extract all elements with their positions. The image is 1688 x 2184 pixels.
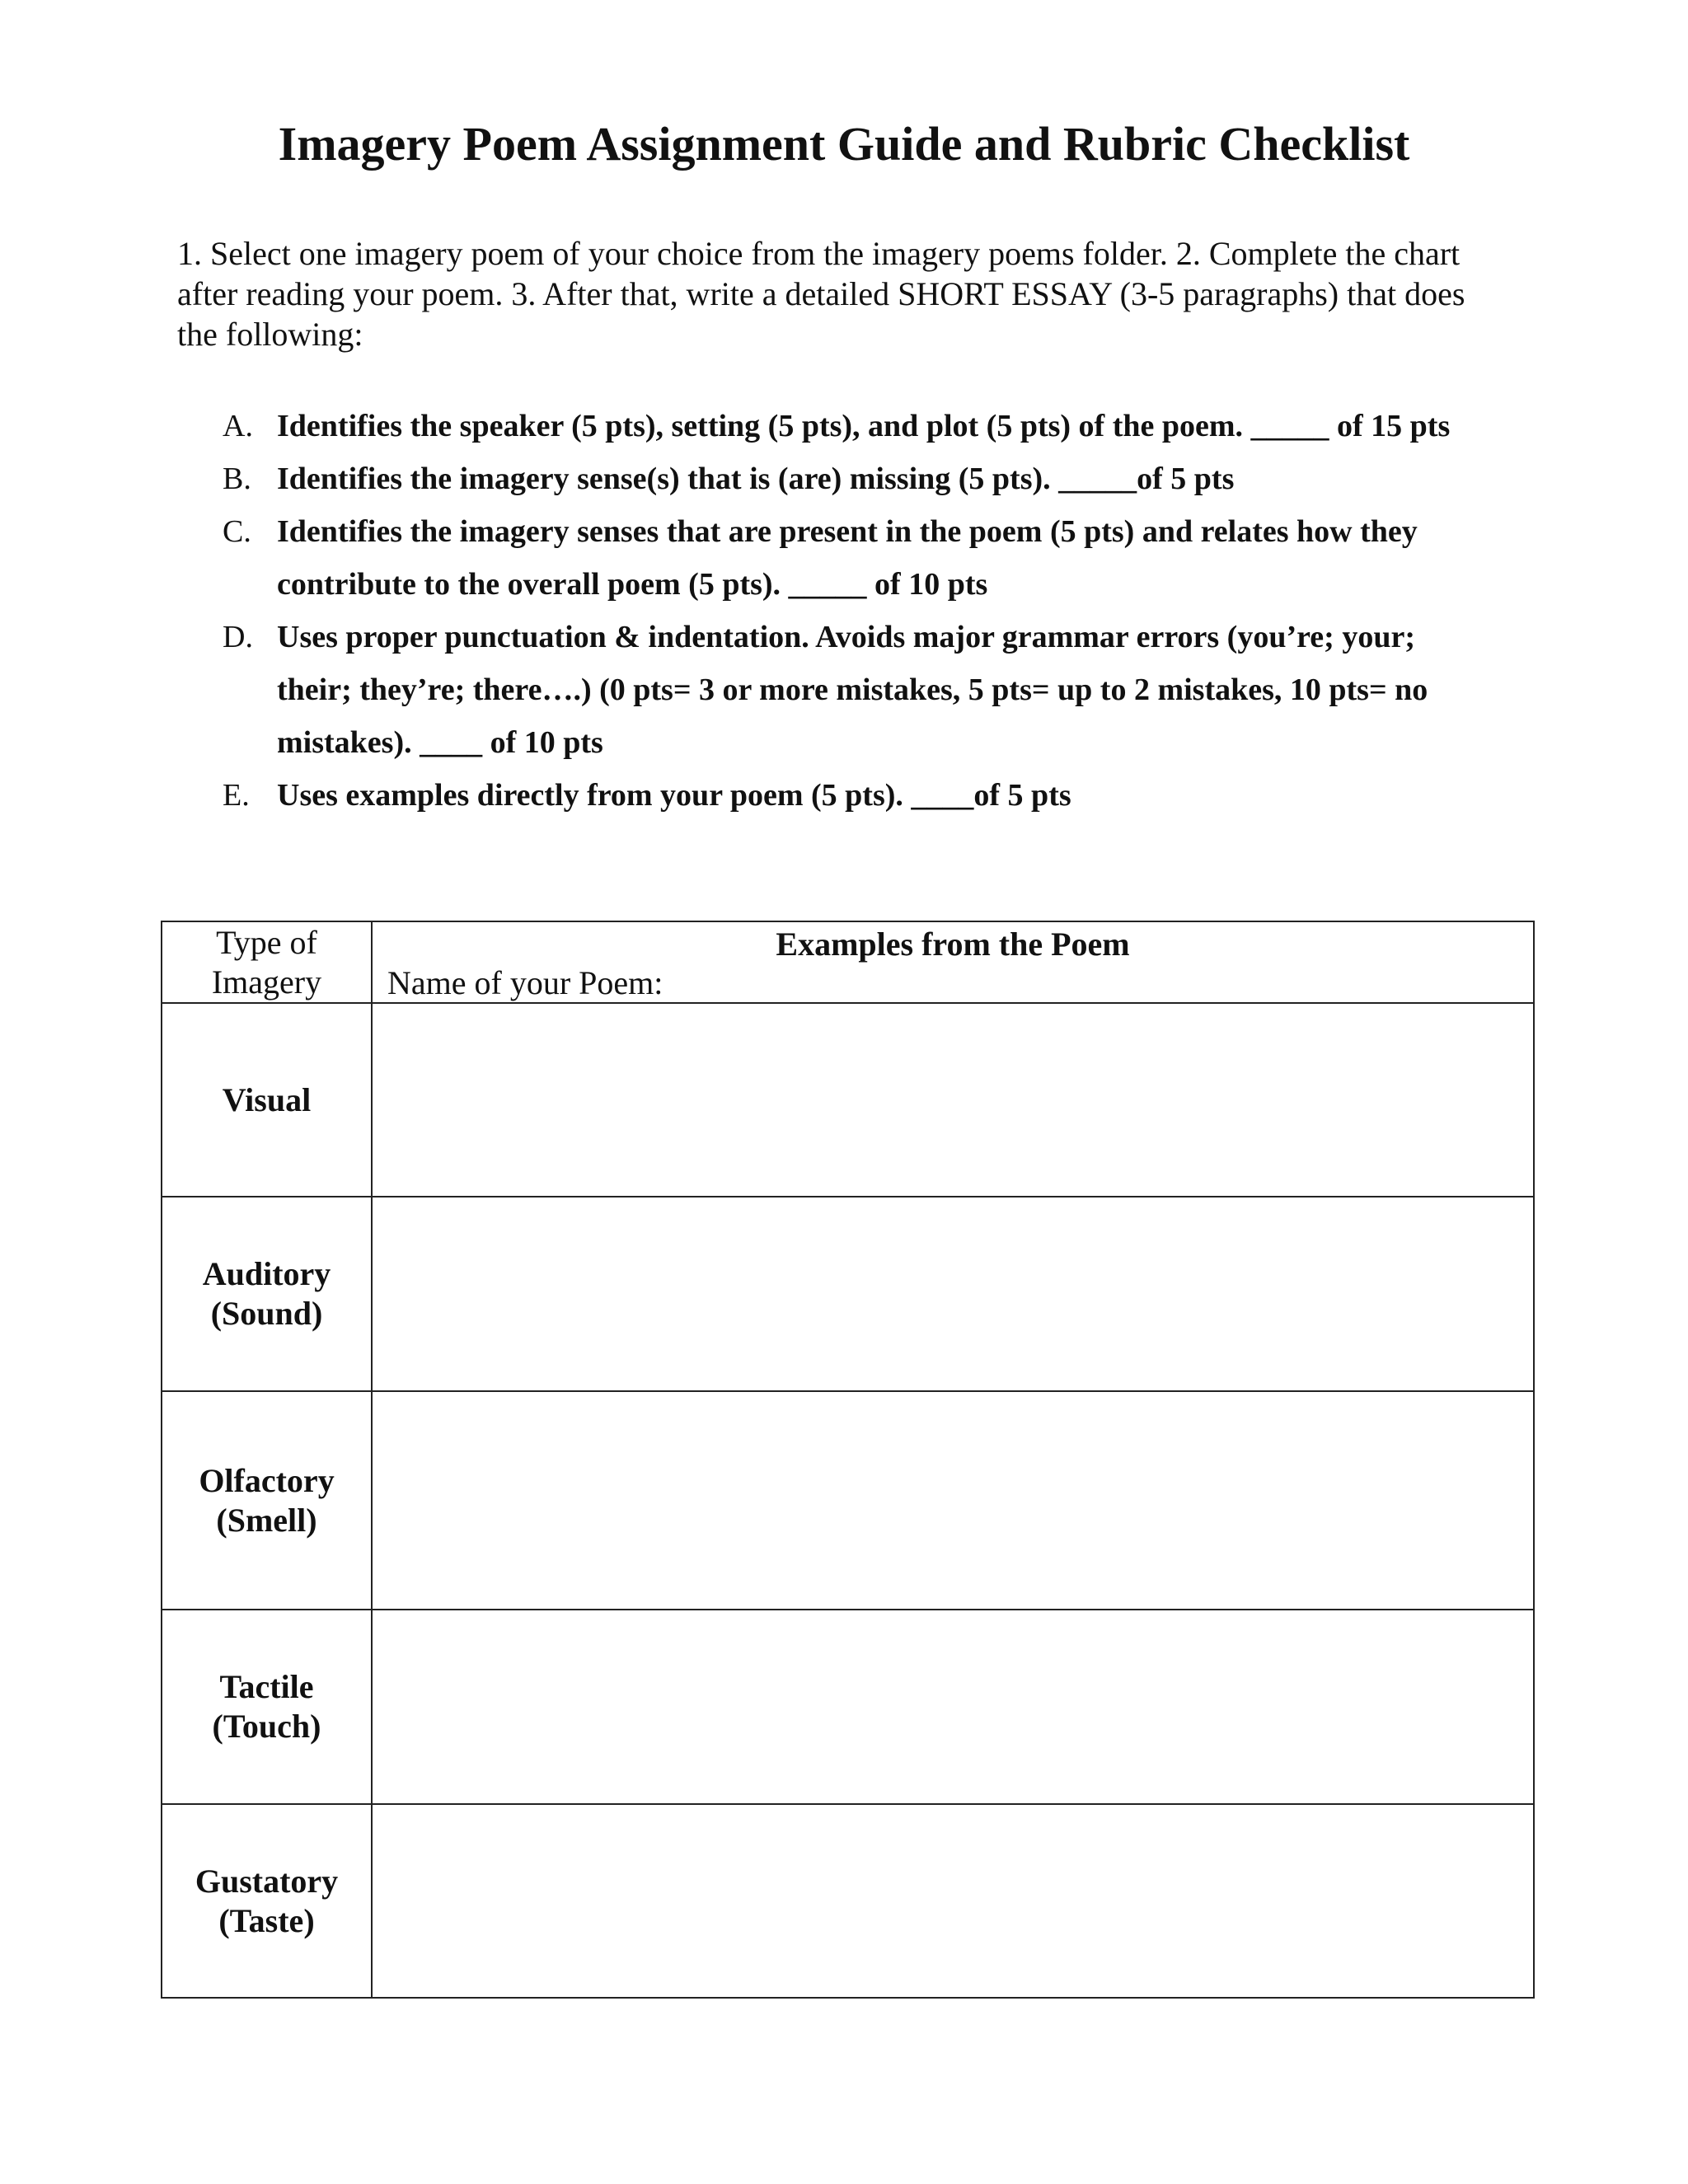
- rubric-item-marker: E.: [223, 778, 250, 813]
- imagery-type-auditory: Auditory (Sound): [162, 1197, 372, 1391]
- imagery-type-tactile: Tactile (Touch): [162, 1610, 372, 1804]
- table-row: [162, 1003, 1534, 1197]
- imagery-type-olfactory: Olfactory (Smell): [162, 1391, 372, 1610]
- rubric-item: [223, 505, 1492, 611]
- rubric-item-text: Uses examples directly from your poem (5 pts). ____of 5 pts: [277, 778, 1071, 813]
- table-row: [162, 1391, 1534, 1610]
- table-row: [162, 1804, 1534, 1998]
- examples-field-gustatory[interactable]: [372, 1804, 1534, 1998]
- table-row: [162, 1610, 1534, 1804]
- imagery-type-visual: Visual: [162, 1003, 372, 1197]
- rubric-item: [223, 769, 1492, 822]
- imagery-chart-header-row: [162, 921, 1534, 1003]
- examples-field-visual[interactable]: [372, 1003, 1534, 1197]
- page-title: Imagery Poem Assignment Guide and Rubric Checklist: [278, 117, 1410, 171]
- rubric-item-text: Identifies the imagery senses that are present in the poem (5 pts) and relates how they contribute to the overall poem (5 pts). _____ of 10 pts: [277, 514, 1418, 602]
- rubric-item: [223, 400, 1492, 452]
- rubric-item-marker: C.: [223, 514, 251, 549]
- examples-field-auditory[interactable]: [372, 1197, 1534, 1391]
- imagery-chart: [161, 921, 1535, 1999]
- poem-name-label: Name of your Poem:: [387, 964, 663, 1001]
- rubric-item-marker: B.: [223, 462, 251, 496]
- rubric-item-text: Identifies the speaker (5 pts), setting (5 pts), and plot (5 pts) of the poem. _____ of 15 pts: [277, 409, 1451, 443]
- examples-field-olfactory[interactable]: [372, 1391, 1534, 1610]
- rubric-checklist: [223, 400, 1492, 822]
- examples-header-cell: [372, 921, 1534, 1003]
- rubric-item-marker: A.: [223, 409, 253, 443]
- table-row: [162, 1197, 1534, 1391]
- rubric-item: [223, 611, 1492, 769]
- examples-field-tactile[interactable]: [372, 1610, 1534, 1804]
- rubric-item-marker: D.: [223, 620, 253, 654]
- rubric-item-text: Uses proper punctuation & indentation. Avoids major grammar errors (you’re; your; their; they’re; there….) (0 pts= 3 or more mistakes, 5 pts= up to 2 mistakes, 10 pts= no mistakes). ____ of 10 pts: [277, 620, 1428, 760]
- rubric-item-text: Identifies the imagery sense(s) that is (are) missing (5 pts). _____of 5 pts: [277, 462, 1235, 496]
- type-of-imagery-header: Type of Imagery: [162, 921, 372, 1003]
- imagery-type-gustatory: Gustatory (Taste): [162, 1804, 372, 1998]
- instructions-paragraph: 1. Select one imagery poem of your choice from the imagery poems folder. 2. Complete the chart after reading your poem. 3. After that, write a detailed SHORT ESSAY (3-5 paragraphs) that does the following:: [177, 235, 1465, 353]
- rubric-item: [223, 452, 1492, 505]
- examples-header: Examples from the Poem: [776, 926, 1130, 963]
